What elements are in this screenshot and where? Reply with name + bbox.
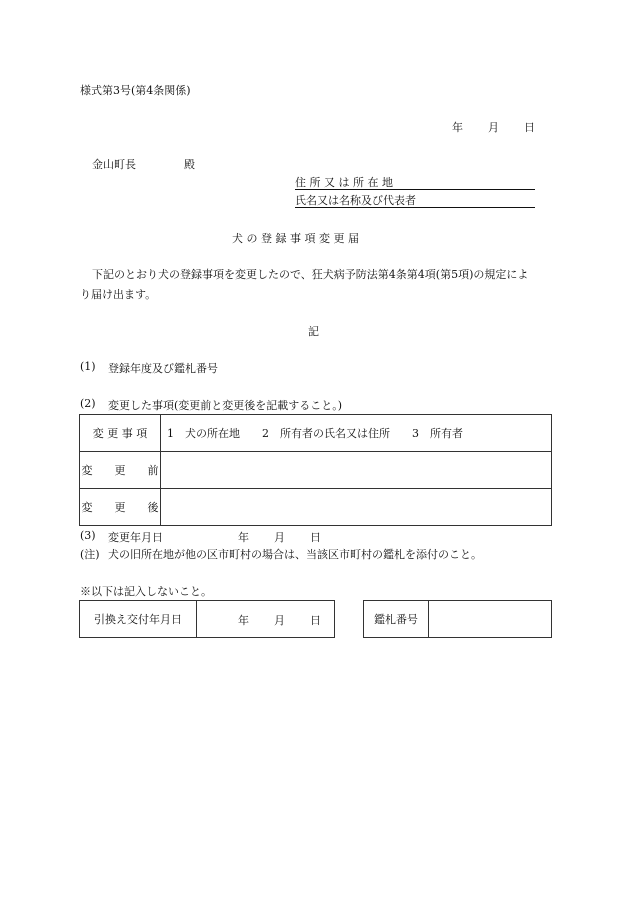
date-year-label: 年 [452, 121, 463, 134]
exchange-month-label: 月 [274, 614, 285, 627]
exchange-date-label: 引換え交付年月日 [80, 601, 197, 638]
body-text-line1: 下記のとおり犬の登録事項を変更したので、狂犬病予防法第4条第4項(第5項)の規定によ [92, 268, 529, 281]
body-text-line2: り届け出ます。 [80, 288, 157, 301]
addressee-name: 金山町長 [92, 158, 136, 171]
ki-heading: 記 [308, 325, 319, 338]
item1-number: (1) [80, 360, 96, 373]
exchange-year-label: 年 [238, 614, 249, 627]
item3-month-label: 月 [274, 531, 285, 544]
form-title: 犬 の 登 録 事 項 変 更 届 [232, 232, 359, 245]
change-table-before-row [80, 452, 552, 489]
date-day-label: 日 [524, 121, 535, 134]
applicant-address-field[interactable] [295, 174, 535, 190]
form-number: 様式第3号(第4条関係) [80, 84, 191, 97]
addressee-honorific: 殿 [184, 158, 195, 171]
change-table-header-row [80, 415, 552, 452]
change-item-label: 変 更 事 項 [80, 415, 161, 452]
applicant-name-field[interactable] [295, 192, 535, 208]
note-text: 犬の旧所在地が他の区市町村の場合は、当該区市町村の鑑札を添付のこと。 [108, 548, 482, 561]
change-item-options[interactable]: 1 犬の所在地 2 所有者の氏名又は住所 3 所有者 [161, 415, 552, 452]
item3-number: (3) [80, 529, 96, 542]
item3-label: 変更年月日 [108, 531, 163, 544]
item2-label: 変更した事項(変更前と変更後を記載すること。) [108, 399, 343, 412]
item3-year-label: 年 [238, 531, 249, 544]
tag-number-table [363, 600, 552, 638]
exchange-day-label: 日 [310, 614, 321, 627]
applicant-address-label: 住 所 又 は 所 在 地 [295, 176, 393, 189]
tag-number-label: 鑑札番号 [364, 601, 429, 638]
date-month-label: 月 [488, 121, 499, 134]
tag-number-field[interactable] [429, 601, 552, 638]
item2-number: (2) [80, 397, 96, 410]
exchange-date-field[interactable] [197, 601, 335, 638]
note-number: (注) [80, 548, 100, 561]
applicant-name-label: 氏名又は名称及び代表者 [295, 194, 416, 207]
item1-label: 登録年度及び鑑札番号 [108, 362, 218, 375]
before-label: 変 更 前 [80, 452, 161, 489]
change-table [79, 414, 552, 526]
before-value-field[interactable] [161, 452, 552, 489]
change-table-after-row [80, 489, 552, 526]
exchange-date-table [79, 600, 335, 638]
item3-day-label: 日 [310, 531, 321, 544]
after-label: 変 更 後 [80, 489, 161, 526]
after-value-field[interactable] [161, 489, 552, 526]
office-use-instruction: ※以下は記入しないこと。 [80, 585, 212, 598]
